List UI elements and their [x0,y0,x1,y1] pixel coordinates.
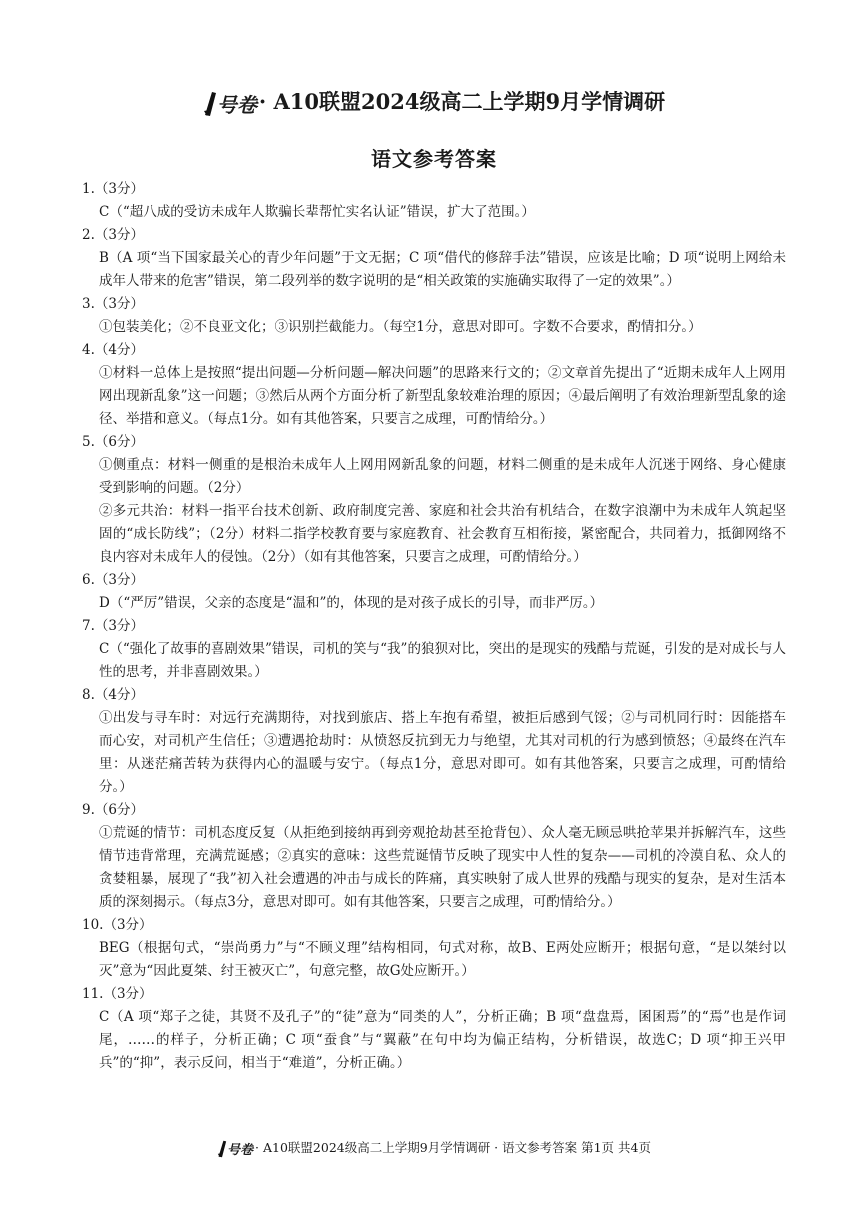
answer-item [82,339,786,431]
footer-text: · A10联盟2024级高二上学期9月学情调研 · 语文参考答案 第1页 共4页 [255,1140,651,1155]
answer-item [82,178,786,224]
question-number: 7.（3分） [82,618,144,634]
question-number: 1.（3分） [82,181,144,197]
answer-text: ①荒诞的情节：司机态度反复（从拒绝到接纳再到旁观抢劫甚至抢背包）、众人毫无顾忌哄抢苹果并拆解汽车，这些情节违背常理，充满荒诞感；②真实的意味：这些荒诞情节反映了现实中人性的复杂——司机的冷漠自私、众人的贪婪粗暴，展现了“我”初入社会遭遇的冲击与成长的阵痛，真实映射了成人世界的残酷与现实的复杂，是对生活本质的深刻揭示。（每点3分，意思对即可。如有其他答案，只要言之成理，可酌情给分。） [99,825,786,910]
question-number: 8.（4分） [82,687,144,703]
brush-stroke-icon [217,1140,227,1158]
answer-text: ①侧重点：材料一侧重的是根治未成年人上网用网新乱象的问题，材料二侧重的是未成年人沉迷于网络、身心健康受到影响的问题。（2分） [99,457,786,496]
question-number: 9.（6分） [82,802,144,818]
brand-logo [203,89,257,118]
page-footer [0,1138,868,1158]
answer-text: BEG（根据句式，“崇尚勇力”与“不顾义理”结构相同，句式对称，故B、E两处应断开；根据句意，“是以桀纣以灭”意为“因此夏桀、纣王被灭亡”，句意完整，故G处应断开。） [99,940,786,979]
answer-text: D（“严厉”错误，父亲的态度是“温和”的，体现的是对孩子成长的引导，而非严厉。） [99,595,604,611]
answer-item [82,914,786,983]
answer-text: ①包装美化；②不良亚文化；③识别拦截能力。（每空1分，意思对即可。字数不合要求，酌情扣分。） [99,319,702,335]
page-header [0,86,868,118]
question-number: 5.（6分） [82,434,144,450]
footer-logo [217,1139,253,1158]
answer-text: ②多元共治：材料一指平台技术创新、政府制度完善、家庭和社会共治有机结合，在数字浪潮中为未成年人筑起坚固的“成长防线”；（2分）材料二指学校教育要与家庭教育、社会教育互相衔接，紧密配合，共同着力，抵御网络不良内容对未成年人的侵蚀。（2分）（如有其他答案，只要言之成理，可酌情给分。） [99,503,786,565]
brand-logo-text: 号卷 [216,93,257,117]
answer-item [82,799,786,914]
answer-text: C（A 项“郑子之徒，其贤不及孔子”的“徒”意为“同类的人”，分析正确；B 项“盘盘焉，囷囷焉”的“焉”也是作词尾，……的样子，分析正确；C 项“蚕食”与“翼蔽”在句中均为偏正结构，分析错误，故选C；D 项“抑王兴甲兵”的“抑”，表示反问，相当于“难道”，分析正确。） [99,1009,786,1071]
answer-item [82,224,786,293]
footer-logo-text: 号卷 [227,1143,254,1158]
answer-item [82,684,786,799]
answer-text: ①出发与寻车时：对远行充满期待，对找到旅店、搭上车抱有希望，被拒后感到气馁；②与司机同行时：因能搭车而心安，对司机产生信任；③遭遇抢劫时：从愤怒反抗到无力与绝望，尤其对司机的行为感到愤怒；④最终在汽车里：从迷茫痛苦转为获得内心的温暖与安宁。（每点1分，意思对即可。如有其他答案，只要言之成理，可酌情给分。） [99,710,786,795]
question-number: 10.（3分） [82,917,153,933]
answer-item [82,293,786,339]
answer-text: C（“强化了故事的喜剧效果”错误，司机的笑与“我”的狼狈对比，突出的是现实的残酷与荒诞，引发的是对成长与人性的思考，并非喜剧效果。） [99,641,786,680]
question-number: 11.（3分） [82,986,153,1002]
question-number: 6.（3分） [82,572,144,588]
question-number: 4.（4分） [82,342,144,358]
answer-list [82,178,786,1075]
page-title: · A10联盟2024级高二上学期9月学情调研 [258,89,666,114]
answer-item [82,615,786,684]
page-subtitle: 语文参考答案 [371,147,497,171]
brush-stroke-icon [203,91,217,117]
answer-item [82,569,786,615]
answer-text: ①材料一总体上是按照“提出问题—分析问题—解决问题”的思路来行文的；②文章首先提出了“近期未成年人上网用网出现新乱象”这一问题；③然后从两个方面分析了新型乱象较难治理的原因；④最后阐明了有效治理新型乱象的途径、举措和意义。（每点1分。如有其他答案，只要言之成理，可酌情给分。） [99,365,786,427]
answer-text: C（“超八成的受访未成年人欺骗长辈帮忙实名认证”错误，扩大了范围。） [99,204,535,220]
answer-text: B（A 项“当下国家最关心的青少年问题”于文无据；C 项“借代的修辞手法”错误，应该是比喻；D 项“说明上网给未成年人带来的危害”错误，第二段列举的数字说明的是“相关政策的实施确实取得了一定的效果”。） [99,250,786,289]
question-number: 2.（3分） [82,227,144,243]
answer-item [82,431,786,569]
question-number: 3.（3分） [82,296,144,312]
answer-item [82,983,786,1075]
